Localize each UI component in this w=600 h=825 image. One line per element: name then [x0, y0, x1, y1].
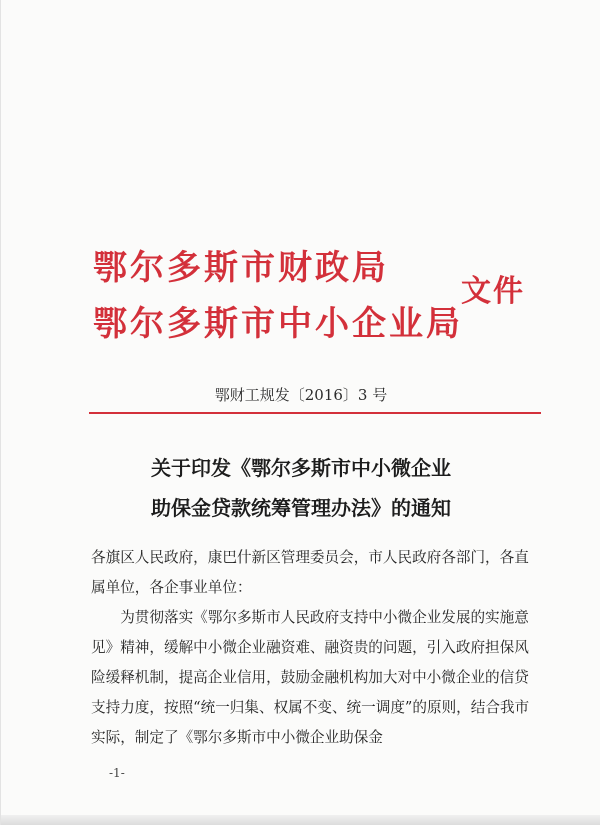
document-word: 文件: [461, 274, 525, 309]
org-finance-bureau: 鄂尔多斯市财政局: [93, 248, 389, 288]
document-title: [1, 448, 600, 528]
body-paragraph: 为贯彻落实《鄂尔多斯市人民政府支持中小微企业发展的实施意见》精神，缓解中小微企业融资难、融资贵的问题，引入政府担保风险缓释机制，提高企业信用，鼓励金融机构加大对中小微企业的信贷支持力度，按照“统一归集、权属不变、统一调度”的原则，结合我市实际，制定了《鄂尔多斯市中小微企业助保金: [91, 609, 530, 746]
recipients-line: 各旗区人民政府，康巴什新区管理委员会，市人民政府各部门，各直属单位，各企事业单位：: [91, 549, 529, 596]
issuing-organizations: [93, 240, 463, 352]
title-line-2: 助保金贷款统筹管理办法》的通知: [151, 496, 451, 520]
page-bottom-edge: [1, 815, 600, 825]
document-number: 鄂财工规发〔2016〕3 号: [214, 386, 388, 404]
page-number: -1-: [109, 766, 125, 780]
document-body: [91, 543, 539, 753]
org-sme-bureau: 鄂尔多斯市中小企业局: [93, 304, 463, 344]
title-line-1: 关于印发《鄂尔多斯市中小微企业: [151, 456, 451, 480]
red-divider-line: [89, 412, 541, 414]
